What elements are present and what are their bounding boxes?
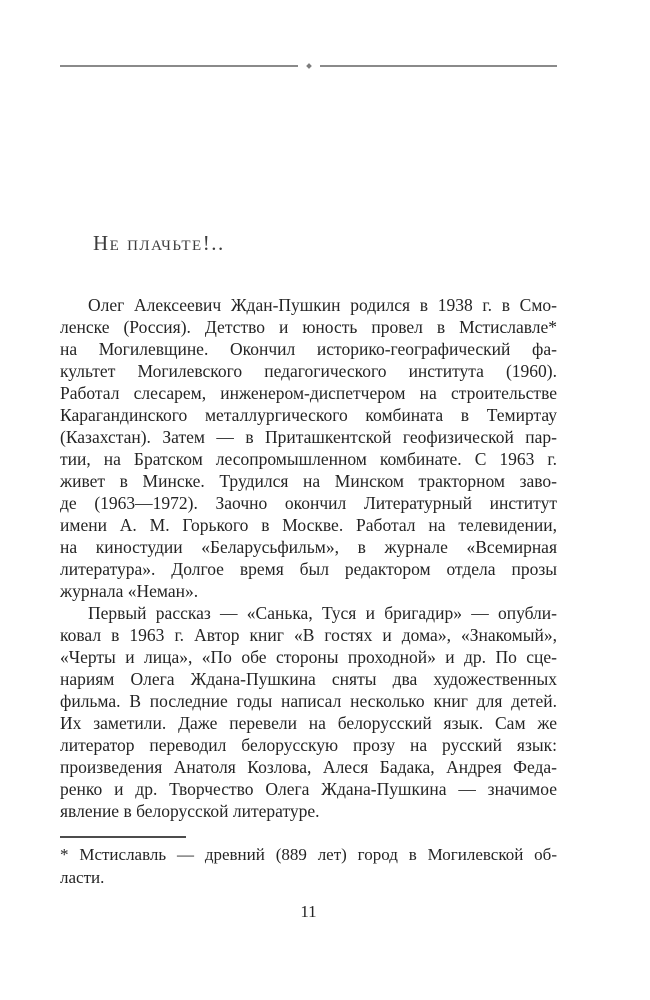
text-line: на Могилевщине. Окончил историко-географический фа- — [60, 339, 557, 359]
ornament-dot-icon — [306, 63, 312, 69]
text-line: фильма. В последние годы написал несколько книг для детей. — [60, 691, 557, 711]
text-line: ковал в 1963 г. Автор книг «В гостях и дома», «Знакомый», — [60, 625, 557, 645]
text-line: литератор переводил белорусскую прозу на русский язык: — [60, 735, 557, 755]
text-line: журнала «Неман». — [60, 581, 199, 601]
text-line: ренко и др. Творчество Олега Ждана-Пушкина — значимое — [60, 779, 557, 799]
text-line: Олег Алексеевич Ждан-Пушкин родился в 1938 г. в Смо- — [88, 295, 557, 315]
text-line: тии, на Братском лесопромышленном комбинате. С 1963 г. — [60, 449, 557, 469]
text-line: * Мстиславль — древний (889 лет) город в Могилевской об- — [60, 845, 557, 864]
text-line: ленске (Россия). Детство и юность провел в Мстиславле* — [60, 317, 557, 337]
text-line: на киностудии «Беларусьфильм», в журнале «Всемирная — [60, 537, 557, 557]
text-line: «Черты и лица», «По обе стороны проходной» и др. По сце- — [60, 647, 557, 667]
footnote-rule — [60, 836, 186, 838]
footnote — [60, 836, 557, 889]
header-ornament — [60, 64, 557, 68]
header-rule-right — [320, 65, 558, 67]
text-line: Работал слесарем, инженером-диспетчером на строительстве — [60, 383, 557, 403]
text-line: ласти. — [60, 868, 105, 887]
text-line: литература». Долгое время был редактором отдела прозы — [60, 559, 557, 579]
text-line: (Казахстан). Затем — в Приташкентской геофизической пар- — [60, 427, 557, 447]
text-line: живет в Минске. Трудился на Минском тракторном заво- — [60, 471, 557, 491]
text-line: имени А. М. Горького в Москве. Работал на телевидении, — [60, 515, 557, 535]
footnote-text — [60, 843, 557, 889]
text-line: произведения Анатоля Козлова, Алеся Бадака, Андрея Феда- — [60, 757, 557, 777]
text-line: культет Могилевского педагогического института (1960). — [60, 361, 557, 381]
text-line: Первый рассказ — «Санька, Туся и бригадир» — опубли- — [88, 603, 557, 623]
header-rule-left — [60, 65, 298, 67]
text-line: Карагандинского металлургического комбината в Темиртау — [60, 405, 557, 425]
text-line: явление в белорусской литературе. — [60, 801, 320, 821]
text-line: Их заметили. Даже перевели на белорусский язык. Сам же — [60, 713, 557, 733]
chapter-title: Не плачьте!.. — [93, 231, 225, 255]
body-text — [60, 294, 557, 822]
text-line: де (1963—1972). Заочно окончил Литературный институт — [60, 493, 557, 513]
page-number: 11 — [300, 902, 317, 921]
text-line: нариям Олега Ждана-Пушкина сняты два художественных — [60, 669, 557, 689]
